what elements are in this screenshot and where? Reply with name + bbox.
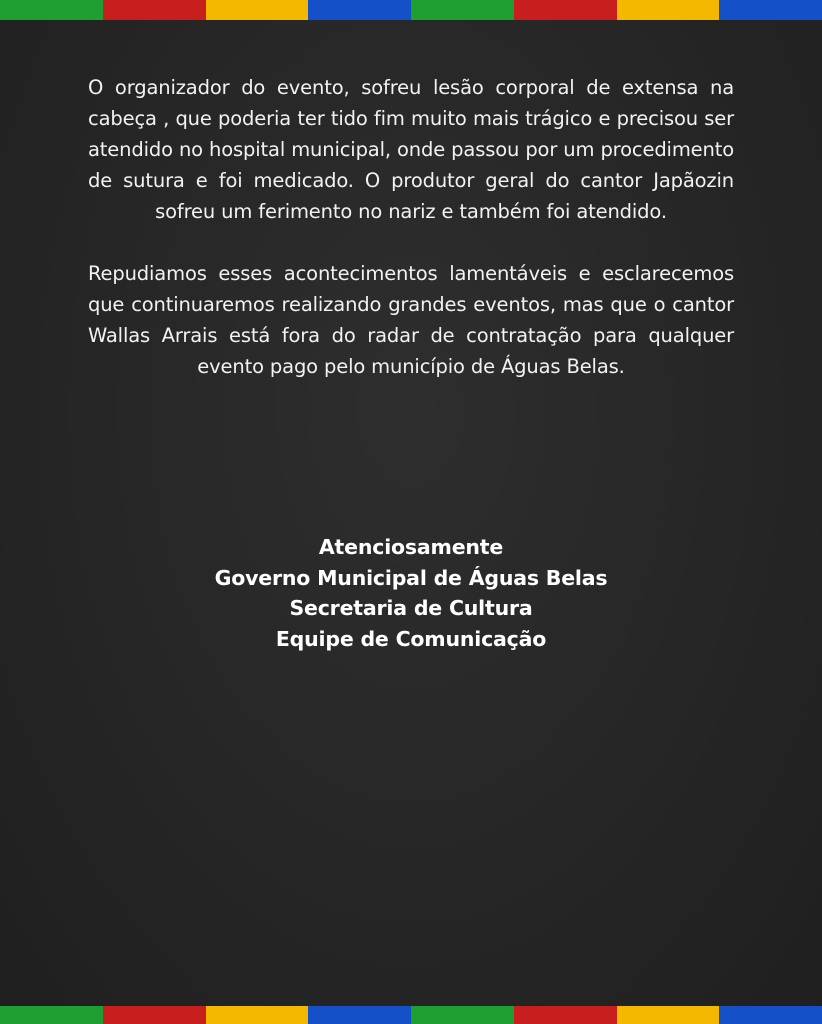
- stripe-segment: [206, 1006, 309, 1024]
- stripe-segment: [206, 0, 309, 20]
- stripe-segment: [617, 1006, 720, 1024]
- stripe-segment: [103, 0, 206, 20]
- paragraph-incident: O organizador do evento, sofreu lesão corporal de extensa na cabeça , que poderia ter tido fim muito mais trágico e precisou ser atendido no hospital municipal, onde passou por um procedimento de sutura e foi medicado. O produtor geral do cantor Japãozin sofreu um ferimento no nariz e também foi atendido.: [88, 76, 734, 223]
- signature-closing: Atenciosamente: [318, 535, 504, 559]
- stripe-segment: [411, 1006, 514, 1024]
- stripe-segment: [719, 0, 822, 20]
- stripe-segment: [514, 0, 617, 20]
- stripe-segment: [719, 1006, 822, 1024]
- signature-team: Equipe de Comunicação: [275, 626, 547, 651]
- stripe-segment: [411, 0, 514, 20]
- signature-department: Secretaria de Cultura: [289, 596, 533, 620]
- signature-organization: Governo Municipal de Águas Belas: [214, 565, 608, 590]
- top-color-stripe: [0, 0, 822, 20]
- stripe-segment: [103, 1006, 206, 1024]
- bottom-color-stripe: [0, 1006, 822, 1024]
- stripe-segment: [514, 1006, 617, 1024]
- statement-body: [88, 72, 734, 382]
- signature-block: [0, 532, 822, 654]
- stripe-segment: [617, 0, 720, 20]
- stripe-segment: [308, 1006, 411, 1024]
- stripe-segment: [308, 0, 411, 20]
- stripe-segment: [0, 1006, 103, 1024]
- paragraph-repudiation: Repudiamos esses acontecimentos lamentáveis e esclarecemos que continuaremos realizando grandes eventos, mas que o cantor Wallas Arrais está fora do radar de contratação para qualquer evento pago pelo município de Águas Belas.: [88, 262, 734, 378]
- stripe-segment: [0, 0, 103, 20]
